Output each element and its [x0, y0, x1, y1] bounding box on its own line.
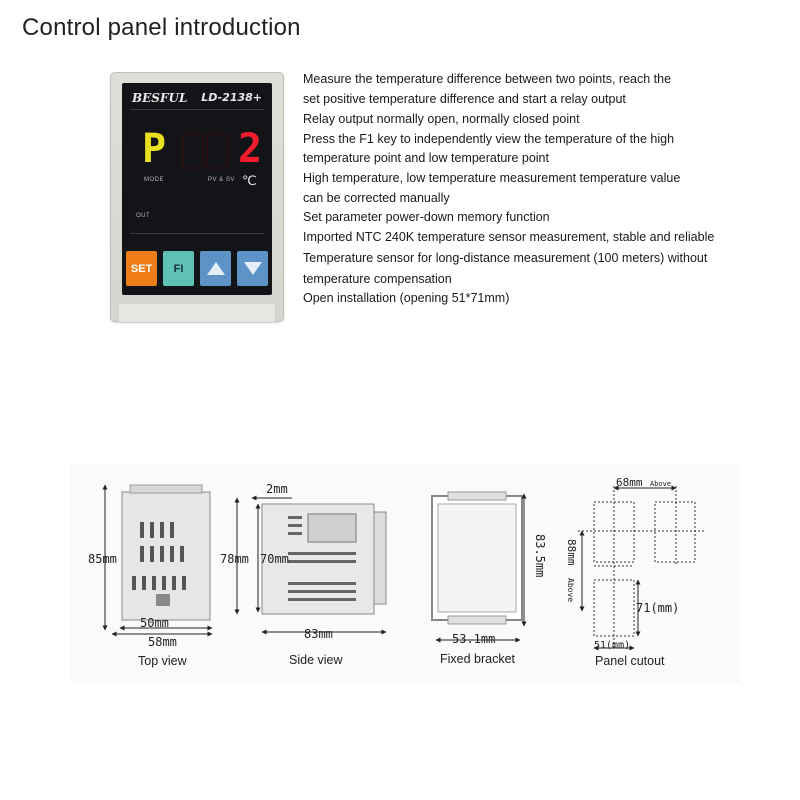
feature-line: Temperature sensor for long-distance measurement (100 meters) without — [303, 251, 708, 265]
panel-cutout-label: Panel cutout — [595, 654, 665, 668]
top-outer-width-dim: 58mm — [148, 635, 177, 649]
top-view-drawing — [105, 485, 212, 634]
mode-label: MODE — [144, 177, 164, 183]
pv-display-digit: 2 — [238, 126, 263, 172]
top-inner-width-dim: 50mm — [140, 616, 169, 630]
feature-line: Set parameter power-down memory function — [303, 210, 550, 224]
bracket-width-dim: 53.1mm — [452, 632, 496, 646]
panel-cutout-drawing — [578, 486, 706, 650]
feature-line: Relay output normally open, normally closed point — [303, 112, 580, 126]
set-button[interactable]: SET — [126, 251, 157, 286]
feature-line: temperature compensation — [303, 272, 452, 286]
side-top-dim: 2mm — [266, 482, 288, 496]
cutout-gap-v-dim: 88mm — [565, 539, 578, 566]
feature-line: temperature point and low temperature point — [303, 151, 549, 165]
page-title: Control panel introduction — [22, 14, 301, 41]
side-inner-height-dim: 70mm — [260, 552, 289, 566]
celsius-unit: ℃ — [242, 173, 257, 188]
cutout-hole-height-dim: 71(mm) — [636, 601, 680, 615]
cutout-gap-h-note: Above — [650, 480, 672, 488]
feature-line: can be corrected manually — [303, 191, 450, 205]
out-label: OUT — [136, 213, 151, 219]
cutout-gap-h-dim: 68mm — [616, 476, 643, 489]
feature-line: set positive temperature difference and start a relay output — [303, 92, 626, 106]
cutout-hole-width-dim: 51(mm) — [594, 640, 631, 651]
bracket-height-dim: 83.5mm — [533, 534, 547, 578]
mode-display-digit: P — [142, 126, 167, 172]
top-height-dim: 85mm — [88, 552, 117, 566]
fixed-bracket-drawing — [432, 492, 524, 640]
top-view-label: Top view — [138, 654, 187, 668]
feature-line: Imported NTC 240K temperature sensor measurement, stable and reliable — [303, 230, 715, 244]
brand-logo: BESFUL — [132, 91, 188, 105]
pv-sv-label: PV & SV — [208, 177, 235, 183]
cutout-gap-v-note: Above — [566, 578, 575, 603]
side-outer-height-dim: 78mm — [220, 552, 249, 566]
feature-line: Press the F1 key to independently view the temperature of the high — [303, 132, 675, 146]
side-view-label: Side view — [289, 653, 343, 667]
feature-line: High temperature, low temperature measurement temperature value — [303, 171, 681, 185]
feature-line: Open installation (opening 51*71mm) — [303, 291, 510, 305]
feature-line: Measure the temperature difference between two points, reach the — [303, 72, 672, 86]
side-depth-dim: 83mm — [304, 627, 333, 641]
f1-button[interactable]: FI — [163, 251, 194, 286]
panel-cutout-dims — [582, 488, 676, 648]
fixed-bracket-label: Fixed bracket — [440, 652, 516, 666]
model-label: LD-2138+ — [201, 91, 262, 104]
